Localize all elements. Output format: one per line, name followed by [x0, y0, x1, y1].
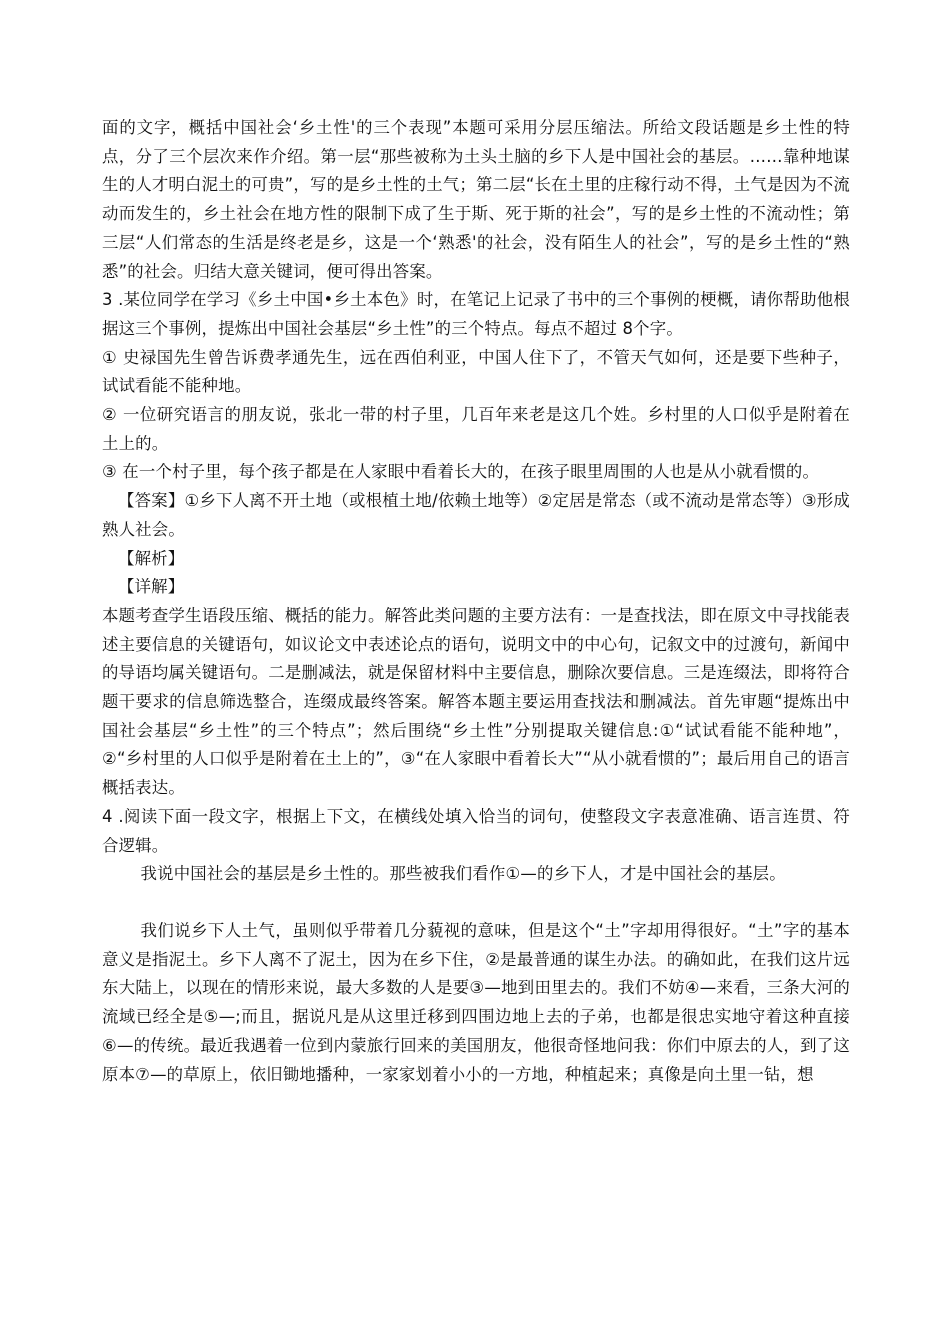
question-3-example-1: ① 史禄国先生曾告诉费孝通先生，远在西伯利亚，中国人住下了，不管天气如何，还是要下些种子，试试看能不能种地。 — [102, 347, 850, 396]
paragraph-spacer — [102, 889, 850, 917]
question-3-prompt: 3 .某位同学在学习《乡土中国•乡土本色》时，在笔记上记录了书中的三个事例的梗概，请你帮助他根据这三个事例，提炼出中国社会基层“乡土性”的三个特点。每点不超过 8个字。 — [102, 290, 850, 338]
question-4-passage-paragraph-1: 我说中国社会的基层是乡土性的。那些被我们看作①—的乡下人，才是中国社会的基层。 — [140, 864, 786, 884]
question-4-passage-paragraph-2: 我们说乡下人土气，虽则似乎带着几分藐视的意味，但是这个“土”字却用得很好。“土”字的基本意义是指泥土。乡下人离不了泥土，因为在乡下住，②是最普通的谋生办法。的确如此，在我们这片远东大陆上，以现在的情形来说，最大多数的人是要③—地到田里去的。我们不妨④—来看，三条大河的流域已经全是⑤—;而且，据说凡是从这里迁移到四围边地上去的子弟，也都是很忠实地守着这种直接⑥—的传统。最近我遇着一位到内蒙旅行回来的美国朋友，他很奇怪地问我：你们中原去的人，到了这原本⑦—的草原上，依旧锄地播种，一家家划着小小的一方地，种植起来；真像是向土里一钻，想 — [102, 920, 850, 1084]
previous-answer-explanation: 面的文字，概括中国社会‘乡土性'的三个表现”本题可采用分层压缩法。所给文段话题是乡土性的特点，分了三个层次来作介绍。第一层“那些被称为土头土脑的乡下人是中国社会的基层。……靠种地谋生的人才明白泥土的可贵”，写的是乡土性的土气；第二层“长在土里的庄稼行动不得，土气是因为不流动而发生的，乡土社会在地方性的限制下成了生于斯、死于斯的社会”，写的是乡土性的不流动性；第三层“人们常态的生活是终老是乡，这是一个‘熟悉'的社会，没有陌生人的社会”，写的是乡土性的“熟悉”的社会。归结大意关键词，便可得出答案。 — [102, 118, 850, 281]
document-page — [102, 114, 850, 1089]
question-3-answer: 【答案】①乡下人离不开土地（或根植土地/依赖土地等）②定居是常态（或不流动是常态等）③形成熟人社会。 — [102, 491, 850, 539]
question-3-example-3: ③ 在一个村子里，每个孩子都是在人家眼中看着长大的，在孩子眼里周围的人也是从小就看惯的。 — [102, 462, 820, 482]
detailed-explanation-heading: 【详解】 — [118, 577, 185, 597]
question-3-explanation: 本题考查学生语段压缩、概括的能力。解答此类问题的主要方法有：一是查找法，即在原文中寻找能表述主要信息的关键语句，如议论文中表述论点的语句，说明文中的中心句，记叙文中的过渡句，新闻中的导语均属关键语句。二是删减法，就是保留材料中主要信息，删除次要信息。三是连缀法，即将符合题干要求的信息筛选整合，连缀成最终答案。解答本题主要运用查找法和删减法。首先审题“提炼出中国社会基层“乡土性”的三个特点”；然后围绕“乡土性”分别提取关键信息:①“试试看能不能种地”，②“乡村里的人口似乎是附着在土上的”，③“在人家眼中看着长大”“从小就看惯的”；最后用自己的语言概括表达。 — [102, 605, 850, 798]
analysis-heading: 【解析】 — [118, 548, 185, 568]
question-3-example-2: ② 一位研究语言的朋友说，张北一带的村子里，几百年来老是这几个姓。乡村里的人口似乎是附着在土上的。 — [102, 405, 850, 453]
question-4-prompt: 4 .阅读下面一段文字，根据上下文，在横线处填入恰当的词句，使整段文字表意准确、语言连贯、符合逻辑。 — [102, 806, 850, 855]
